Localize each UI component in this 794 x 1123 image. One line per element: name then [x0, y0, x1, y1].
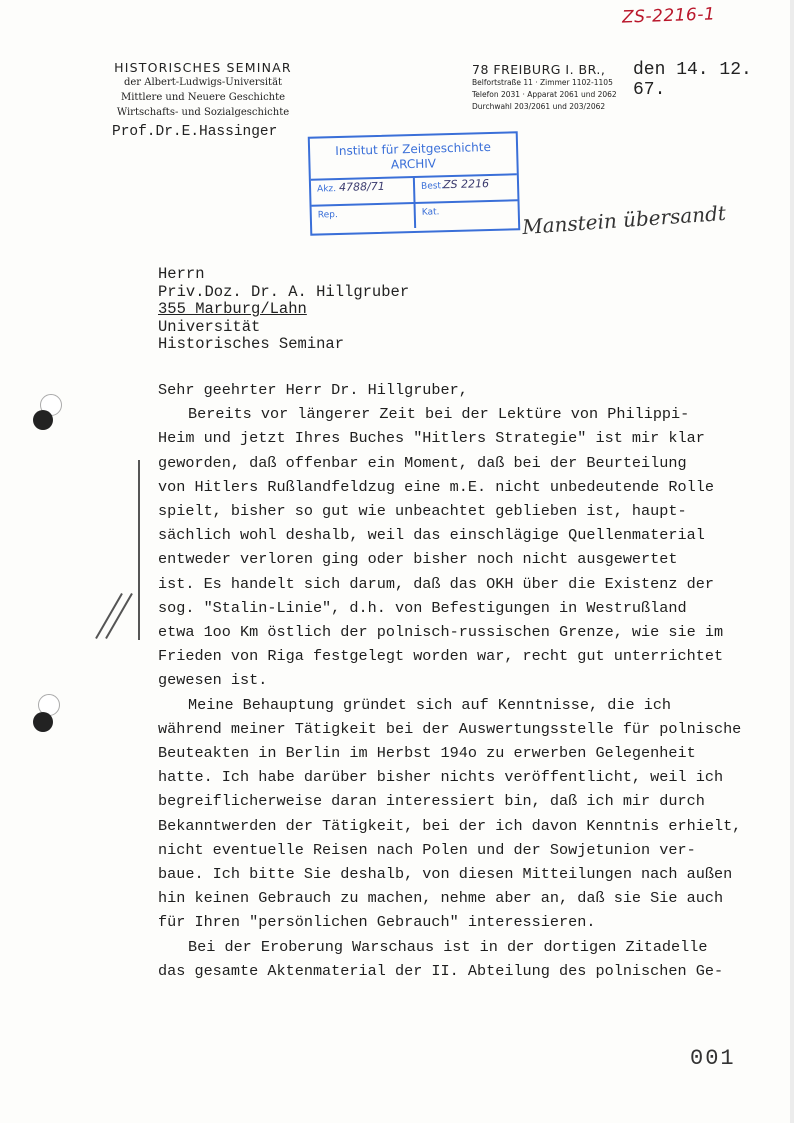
letterhead-left — [98, 60, 308, 140]
stamp-best-label: Best. — [420, 181, 445, 192]
stamp-title-archive: ARCHIV — [390, 156, 437, 172]
stamp-rep-cell — [312, 204, 415, 231]
body-line: gewesen ist. — [158, 671, 268, 690]
university-name: der Albert-Ludwigs-Universität — [123, 77, 283, 88]
stamp-best-value: ZS 2216 — [442, 177, 490, 192]
stamp-akz-value: 4788/71 — [338, 179, 385, 194]
body-line: für Ihren "persönlichen Gebrauch" interessieren. — [158, 913, 596, 932]
letterhead-right — [472, 62, 617, 113]
body-line: hatte. Ich habe darüber bisher nichts veröffentlicht, weil ich — [158, 768, 724, 787]
body-line: Bereits vor längerer Zeit bei der Lektüre von Philippi- — [188, 405, 690, 424]
letter-body — [158, 378, 788, 983]
stamp-best-cell — [413, 175, 518, 202]
body-line: Beuteakten in Berlin im Herbst 194o zu erwerben Gelegenheit — [158, 744, 696, 763]
body-line: entweder verloren ging oder bisher noch nicht ausgewertet — [158, 550, 678, 569]
sender-city: 78 FREIBURG I. BR., — [472, 62, 606, 77]
body-line: ist. Es handelt sich darum, daß das OKH über die Existenz der — [158, 574, 714, 593]
body-line: sächlich wohl deshalb, weil das einschlägige Quellenmaterial — [158, 526, 705, 545]
body-line: spielt, bisher so gut wie unbeachtet geblieben ist, haupt- — [158, 502, 687, 521]
paragraph-1 — [158, 402, 788, 692]
paragraph-3 — [158, 935, 788, 983]
handwritten-margin-note: Manstein übersandt — [521, 200, 727, 240]
body-line: Heim und jetzt Ihres Buches "Hitlers Strategie" ist mir klar — [158, 429, 705, 448]
recipient-department: Historisches Seminar — [158, 335, 345, 353]
page-number: 001 — [690, 1046, 736, 1071]
stamp-akz-label: Akz. — [316, 184, 337, 195]
archive-stamp — [308, 131, 521, 235]
sender-direct-line: Durchwahl 203/2061 und 203/2062 — [472, 102, 606, 111]
paragraph-2 — [158, 693, 788, 935]
recipient-city: 355 Marburg/Lahn — [158, 300, 307, 318]
archive-number: ZS-2216-1 — [621, 4, 716, 28]
stamp-akz-cell — [311, 178, 414, 205]
recipient-institution: Universität — [158, 317, 261, 336]
body-line: baue. Ich bitte Sie deshalb, von diesen Mitteilungen nach außen — [158, 865, 733, 884]
stamp-title-institute: Institut für Zeitgeschichte — [335, 139, 492, 159]
punch-hole-top-black — [33, 410, 53, 430]
body-line: geworden, daß offenbar ein Moment, daß bei der Beurteilung — [158, 453, 687, 472]
professor-name: Prof.Dr.E.Hassinger — [112, 124, 278, 140]
stamp-kat-cell — [414, 201, 519, 228]
stamp-row-rep — [312, 201, 519, 230]
body-line: von Hitlers Rußlandfeldzug eine m.E. nicht unbedeutende Rolle — [158, 477, 714, 496]
body-line: Bei der Eroberung Warschaus ist in der dortigen Zitadelle — [188, 937, 708, 956]
body-line: hin keinen Gebrauch zu machen, nehme aber an, daß sie Sie auch — [158, 889, 724, 908]
body-line: begreiflicherweise daran interessiert bin, daß ich mir durch — [158, 792, 705, 811]
body-line: das gesamte Aktenmaterial der II. Abteilung des polnischen Ge- — [158, 961, 724, 980]
institution-name: HISTORISCHES SEMINAR — [114, 60, 292, 75]
body-line: Bekanntwerden der Tätigkeit, bei der ich davon Kenntnis erhielt, — [158, 816, 742, 835]
recipient-salutation: Herrn — [158, 265, 205, 283]
stamp-rep-label: Rep. — [317, 210, 338, 221]
body-line: sog. "Stalin-Linie", d.h. von Befestigungen in Westrußland — [158, 598, 687, 617]
sender-address: Belfortstraße 11 · Zimmer 1102-1105 — [472, 78, 613, 87]
body-line: etwa 1oo Km östlich der polnisch-russischen Grenze, wie sie im — [158, 623, 724, 642]
body-line: während meiner Tätigkeit bei der Auswertungsstelle für polnische — [158, 719, 742, 738]
body-line: Frieden von Riga festgelegt worden war, recht gut unterrichtet — [158, 647, 724, 666]
stamp-kat-label: Kat. — [421, 207, 440, 218]
stamp-title — [310, 133, 517, 180]
department-line-2: Wirtschafts- und Sozialgeschichte — [116, 107, 290, 118]
letter-date: den 14. 12. 67. — [633, 60, 752, 100]
sender-phone: Telefon 2031 · Apparat 2061 und 2062 — [472, 90, 617, 99]
department-line-1: Mittlere und Neuere Geschichte — [120, 92, 286, 103]
body-line: Meine Behauptung gründet sich auf Kenntnisse, die ich — [188, 695, 672, 714]
punch-hole-bottom-black — [33, 712, 53, 732]
body-line: nicht eventuelle Reisen nach Polen und der Sowjetunion ver- — [158, 840, 696, 859]
letter-greeting: Sehr geehrter Herr Dr. Hillgruber, — [158, 381, 468, 399]
recipient-address — [158, 266, 409, 354]
recipient-name: Priv.Doz. Dr. A. Hillgruber — [158, 282, 410, 301]
margin-line-mark — [138, 460, 140, 640]
scan-edge — [790, 0, 794, 1123]
